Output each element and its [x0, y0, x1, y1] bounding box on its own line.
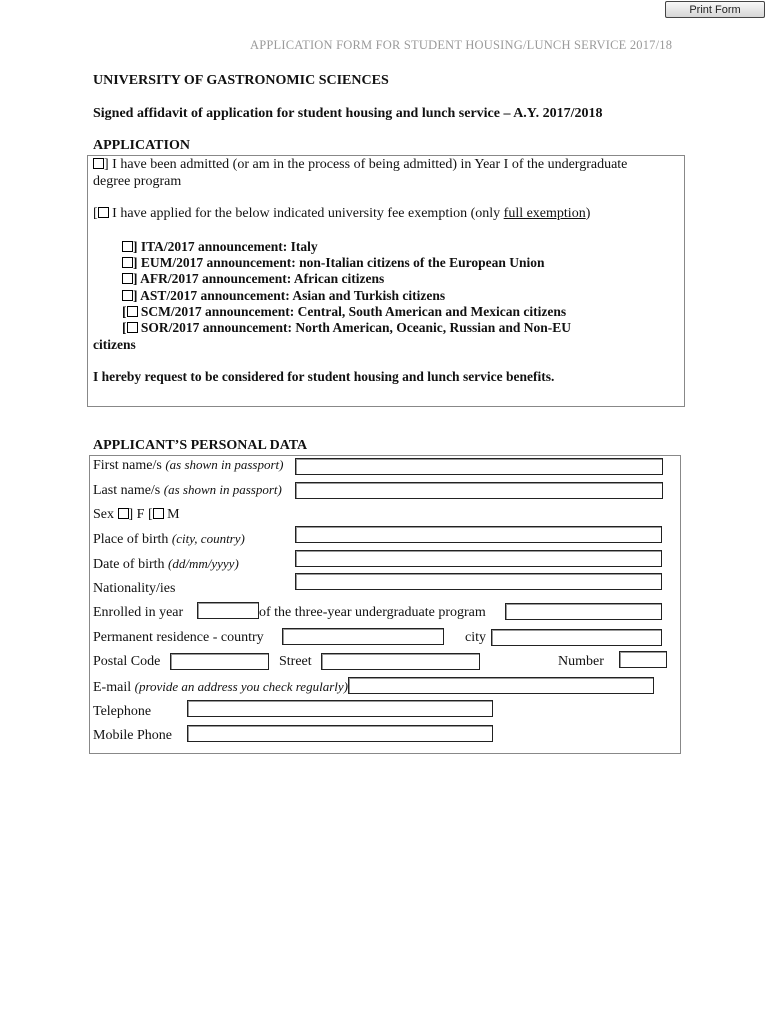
announcement-item: [ SCM/2017 announcement: Central, South American and Mexican citizens	[122, 304, 567, 319]
last-name-label: Last name/s (as shown in passport)	[93, 482, 282, 498]
program-input[interactable]	[505, 603, 662, 620]
mobile-label: Mobile Phone	[93, 728, 172, 743]
last-name-input[interactable]	[295, 482, 663, 499]
street-input[interactable]	[321, 653, 480, 670]
print-form-button[interactable]: Print Form	[665, 1, 765, 18]
place-of-birth-input[interactable]	[295, 526, 662, 543]
sex-label: Sex ] F [ M	[93, 507, 180, 522]
announcement-sor-checkbox[interactable]	[127, 322, 138, 333]
telephone-input[interactable]	[187, 700, 493, 717]
announcement-item: ] EUM/2017 announcement: non-Italian citizens of the European Union	[122, 255, 545, 271]
announcement-scm-checkbox[interactable]	[127, 306, 138, 317]
form-header: APPLICATION FORM FOR STUDENT HOUSING/LUNCH SERVICE 2017/18	[250, 38, 673, 52]
announcement-item: ] AST/2017 announcement: Asian and Turkish citizens	[122, 288, 445, 304]
number-input[interactable]	[619, 651, 667, 668]
mobile-input[interactable]	[187, 725, 493, 742]
postal-code-input[interactable]	[170, 653, 269, 670]
exemption-checkbox[interactable]	[98, 207, 109, 218]
announcement-item: ] ITA/2017 announcement: Italy	[122, 239, 318, 255]
enrolled-year-label: Enrolled in year	[93, 605, 184, 620]
date-of-birth-label: Date of birth (dd/mm/yyyy)	[93, 556, 239, 572]
first-name-label: First name/s (as shown in passport)	[93, 457, 284, 473]
form-subtitle: Signed affidavit of application for student housing and lunch service – A.Y. 2017/2018	[93, 106, 603, 121]
announcement-afr-checkbox[interactable]	[122, 273, 133, 284]
residence-country-label: Permanent residence - country	[93, 630, 264, 645]
announcement-ita-checkbox[interactable]	[122, 241, 133, 252]
university-title: UNIVERSITY OF GASTRONOMIC SCIENCES	[93, 73, 389, 88]
announcement-item: [ SOR/2017 announcement: North American, Oceanic, Russian and Non-EU	[122, 320, 572, 335]
number-label: Number	[558, 654, 604, 669]
program-label: of the three-year undergraduate program	[259, 605, 486, 620]
nationality-label: Nationality/ies	[93, 581, 176, 596]
postal-code-label: Postal Code	[93, 654, 161, 669]
city-input[interactable]	[491, 629, 662, 646]
admitted-line-2: degree program	[93, 174, 182, 189]
announcement-continuation: citizens	[93, 337, 136, 352]
application-heading: APPLICATION	[93, 138, 190, 153]
residence-country-input[interactable]	[282, 628, 444, 645]
announcement-ast-checkbox[interactable]	[122, 290, 133, 301]
city-label: city	[465, 630, 486, 645]
announcement-item: ] AFR/2017 announcement: African citizens	[122, 271, 384, 287]
email-label: E-mail (provide an address you check regularly)	[93, 679, 348, 695]
exemption-line: [ I have applied for the below indicated university fee exemption (only full exemption)	[93, 206, 591, 221]
enrolled-year-input[interactable]	[197, 602, 259, 619]
sex-m-checkbox[interactable]	[153, 508, 164, 519]
admitted-line: ] I have been admitted (or am in the process of being admitted) in Year I of the undergraduate	[93, 157, 627, 173]
personal-data-heading: APPLICANT’S PERSONAL DATA	[93, 438, 308, 453]
first-name-input[interactable]	[295, 458, 663, 475]
email-input[interactable]	[348, 677, 654, 694]
date-of-birth-input[interactable]	[295, 550, 662, 567]
admitted-checkbox[interactable]	[93, 158, 104, 169]
sex-f-checkbox[interactable]	[118, 508, 129, 519]
request-statement: I hereby request to be considered for student housing and lunch service benefits.	[93, 369, 555, 384]
announcement-eum-checkbox[interactable]	[122, 257, 133, 268]
place-of-birth-label: Place of birth (city, country)	[93, 531, 245, 547]
telephone-label: Telephone	[93, 704, 152, 719]
nationality-input[interactable]	[295, 573, 662, 590]
street-label: Street	[279, 654, 312, 669]
